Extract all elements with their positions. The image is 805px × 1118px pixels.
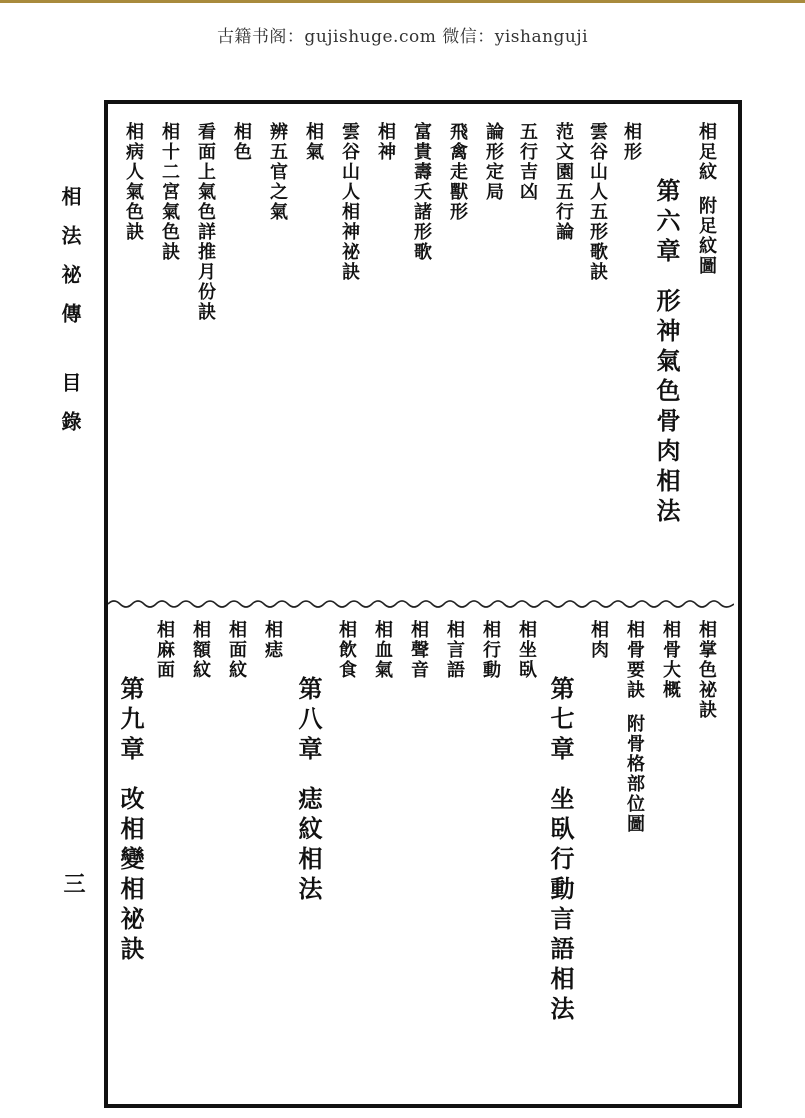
toc-entry: [695, 122, 717, 276]
entry-note: 附骨格部位圖: [624, 714, 645, 834]
toc-entry: 相血氣: [372, 620, 393, 680]
running-title: [58, 186, 82, 450]
chapter-title: 痣紋相法: [294, 786, 323, 906]
toc-entry: 看面上氣色詳推月份訣: [195, 122, 216, 322]
chapter-number: 第九章: [116, 676, 145, 766]
toc-entry: 相言語: [444, 620, 465, 680]
toc-entry: 相神: [375, 122, 396, 162]
toc-entry: 相十二宮氣色訣: [159, 122, 180, 262]
toc-entry: 相掌色祕訣: [696, 620, 717, 720]
wavy-divider: [108, 596, 734, 612]
toc-entry: 富貴壽夭諸形歌: [411, 122, 432, 262]
toc-entry: 飛禽走獸形: [447, 122, 468, 222]
chapter-9-heading: [116, 676, 144, 966]
toc-entry: [623, 620, 645, 834]
site-header: 古籍书阁：gujishuge.com 微信：yishanguji: [216, 27, 589, 47]
book-title: 相法祕傳: [58, 186, 82, 342]
section-label: 目錄: [58, 372, 82, 450]
toc-entry: 五行吉凶: [517, 122, 538, 202]
entry-text: 相足紋: [696, 122, 717, 182]
toc-entry: 雲谷山人五形歌訣: [587, 122, 608, 282]
toc-entry: 相飲食: [336, 620, 357, 680]
chapter-title: 改相變相祕訣: [116, 786, 145, 966]
chapter-number: 第六章: [652, 178, 681, 268]
page-number: 三: [60, 872, 86, 894]
entry-note: 附足紋圖: [696, 196, 717, 276]
chapter-title: 形神氣色骨肉相法: [652, 288, 681, 528]
toc-entry: 范文園五行論: [553, 122, 574, 242]
toc-entry: 相形: [621, 122, 642, 162]
chapter-6-heading: [652, 178, 680, 528]
toc-entry: 相痣: [262, 620, 283, 660]
chapter-title: 坐臥行動言語相法: [546, 786, 575, 1026]
toc-entry: 雲谷山人相神祕訣: [339, 122, 360, 282]
toc-entry: 辨五官之氣: [267, 122, 288, 222]
chapter-number: 第八章: [294, 676, 323, 766]
toc-entry: 論形定局: [483, 122, 504, 202]
toc-entry: 相病人氣色訣: [123, 122, 144, 242]
toc-entry: 相氣: [303, 122, 324, 162]
chapter-number: 第七章: [546, 676, 575, 766]
toc-entry: 相聲音: [408, 620, 429, 680]
chapter-8-heading: [294, 676, 322, 906]
toc-entry: 相肉: [588, 620, 609, 660]
toc-entry: 相色: [231, 122, 252, 162]
top-border-line: [0, 0, 805, 3]
entry-text: 相骨要訣: [624, 620, 645, 700]
toc-entry: 相坐臥: [516, 620, 537, 680]
toc-entry: 相面紋: [226, 620, 247, 680]
toc-entry: 相行動: [480, 620, 501, 680]
toc-entry: 相骨大概: [660, 620, 681, 700]
toc-entry: 相額紋: [190, 620, 211, 680]
toc-entry: 相麻面: [154, 620, 175, 680]
chapter-7-heading: [546, 676, 574, 1026]
